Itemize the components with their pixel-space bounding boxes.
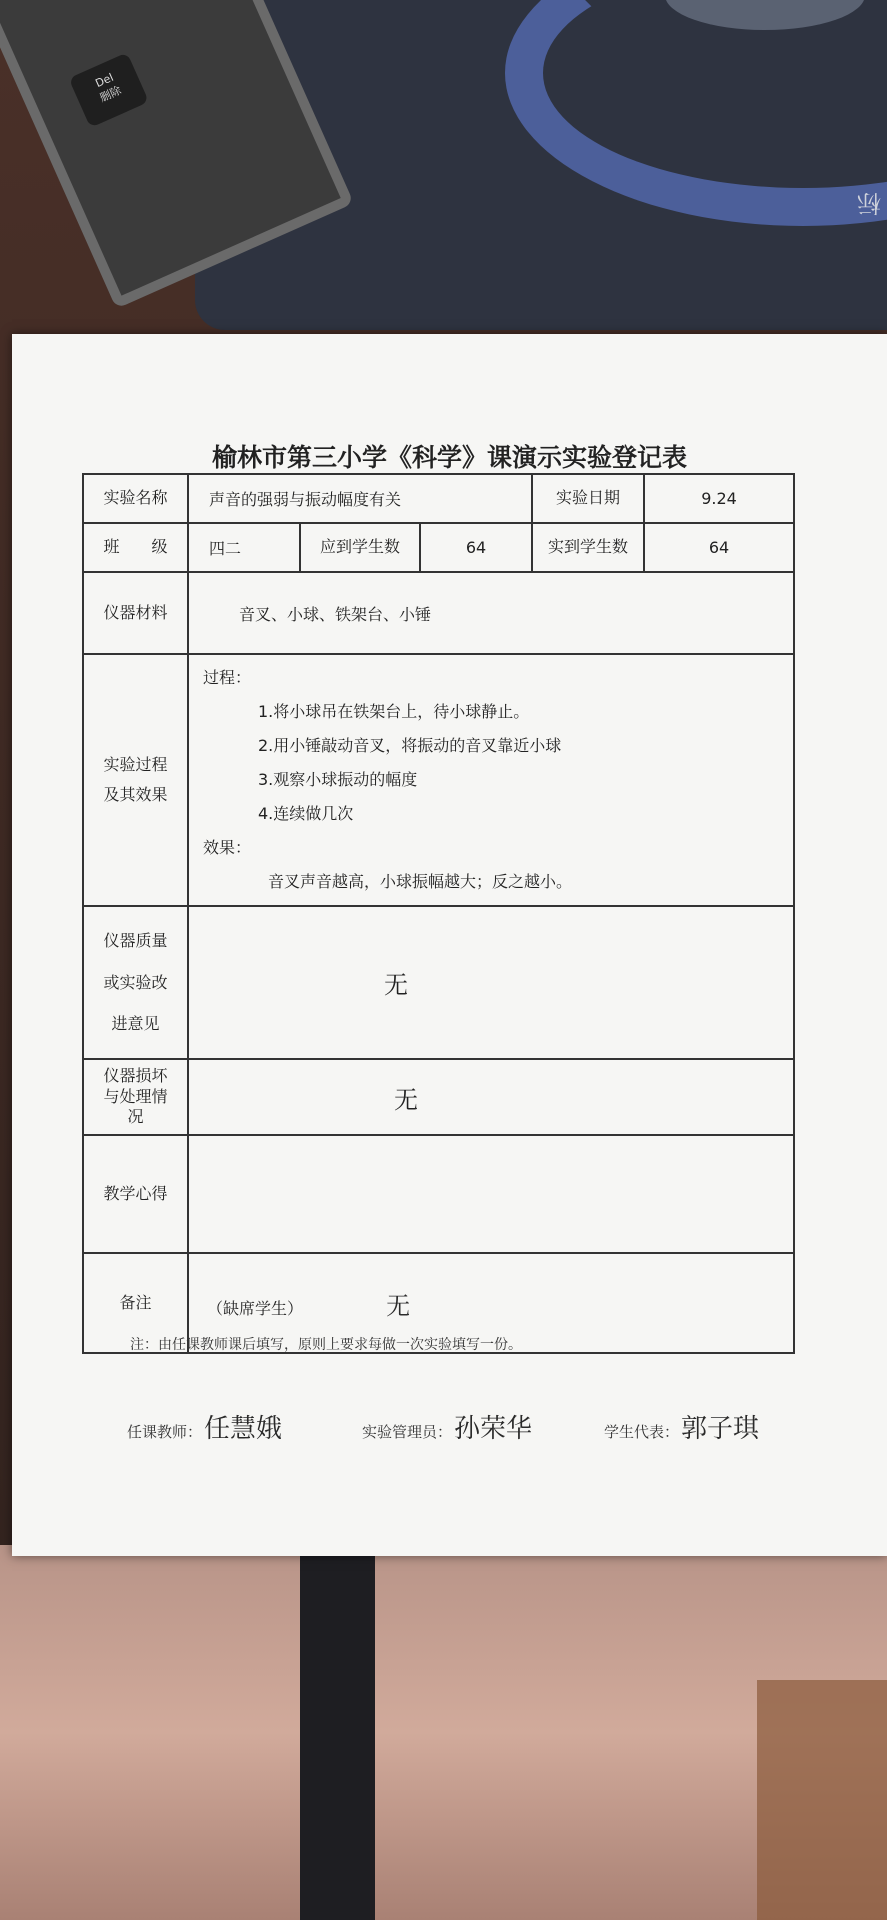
- absent-students-label: （缺席学生）: [207, 1298, 304, 1318]
- experiment-register-table: [82, 473, 795, 1354]
- damage-label-line2: 与处理情: [103, 1086, 168, 1106]
- quality-value: 无: [188, 906, 794, 1059]
- damage-label: [83, 1059, 188, 1135]
- mousepad-swirl-graphic: [505, 0, 887, 226]
- manager-name: 孙荣华: [454, 1414, 533, 1444]
- manager-label: 实验管理员：: [362, 1423, 453, 1441]
- row-damage: [83, 1059, 794, 1135]
- process-label: [83, 654, 188, 906]
- materials-value: 音叉、小球、铁架台、小锤: [188, 572, 794, 654]
- damage-label-line3: 况: [127, 1107, 144, 1127]
- actual-students-label: 实到学生数: [532, 523, 644, 572]
- delete-key-label-cn: 删除: [97, 83, 124, 105]
- row-experiment: [83, 474, 794, 523]
- row-process: [83, 654, 794, 906]
- class-label: 班 级: [83, 523, 188, 572]
- form-title: 榆林市第三小学《科学》课演示实验登记表: [211, 443, 687, 472]
- actual-students-value: 64: [644, 523, 794, 572]
- row-reflection: [83, 1135, 794, 1253]
- process-content: [188, 654, 794, 906]
- delete-key: [69, 52, 149, 127]
- remarks-value: 无: [386, 1291, 411, 1320]
- effect-value: 音叉声音越高，小球振幅越大；反之越小。: [268, 872, 573, 891]
- expected-students-label: 应到学生数: [300, 523, 420, 572]
- reflection-value: [188, 1135, 794, 1253]
- mousepad-brand-text: 标: [857, 189, 881, 217]
- process-label-line2: 及其效果: [103, 785, 168, 804]
- quality-label-line1: 仪器质量: [103, 931, 168, 951]
- student-signature: [604, 1408, 759, 1445]
- student-label: 学生代表：: [604, 1423, 680, 1441]
- materials-label: 仪器材料: [83, 572, 188, 654]
- process-heading: 过程：: [203, 668, 252, 687]
- fur-trim: [757, 1680, 887, 1920]
- jacket: [0, 1545, 887, 1920]
- jacket-zipper: [300, 1545, 375, 1920]
- experiment-date-label: 实验日期: [532, 474, 644, 523]
- quality-label-line2: 或实验改: [103, 972, 168, 992]
- process-step-3: 3.观察小球振动的幅度: [258, 770, 418, 789]
- row-quality: [83, 906, 794, 1059]
- quality-label: [83, 906, 188, 1059]
- process-label-line1: 实验过程: [103, 754, 168, 774]
- manager-signature: [362, 1408, 532, 1445]
- teacher-label: 任课教师：: [127, 1423, 203, 1441]
- teacher-signature: [127, 1408, 282, 1445]
- signature-row: [127, 1394, 827, 1454]
- process-step-2: 2.用小锤敲动音叉，将振动的音叉靠近小球: [258, 736, 562, 755]
- reflection-label: 教学心得: [83, 1135, 188, 1253]
- student-name: 郭子琪: [681, 1414, 760, 1444]
- experiment-date-value: 9.24: [644, 474, 794, 523]
- teacher-name: 任慧娥: [204, 1414, 283, 1444]
- class-value: 四二: [188, 523, 300, 572]
- experiment-name-label: 实验名称: [83, 474, 188, 523]
- damage-label-line1: 仪器损坏: [103, 1065, 168, 1085]
- row-materials: [83, 572, 794, 654]
- process-step-4: 4.连续做几次: [258, 804, 354, 823]
- experiment-name-value: 声音的强弱与振动幅度有关: [188, 474, 532, 523]
- delete-key-label: Del: [93, 70, 116, 91]
- process-step-1: 1.将小球吊在铁架台上，待小球静止。: [258, 702, 530, 721]
- footnote: 注：由任课教师课后填写，原则上要求每做一次实验填写一份。: [130, 1337, 522, 1353]
- quality-label-line3: 进意见: [111, 1014, 160, 1034]
- effect-heading: 效果：: [203, 838, 252, 857]
- expected-students-value: 64: [420, 523, 532, 572]
- damage-value: 无: [188, 1059, 794, 1135]
- remarks-label: 备注: [83, 1253, 188, 1353]
- row-class: [83, 523, 794, 572]
- registration-form-sheet: [12, 334, 887, 1556]
